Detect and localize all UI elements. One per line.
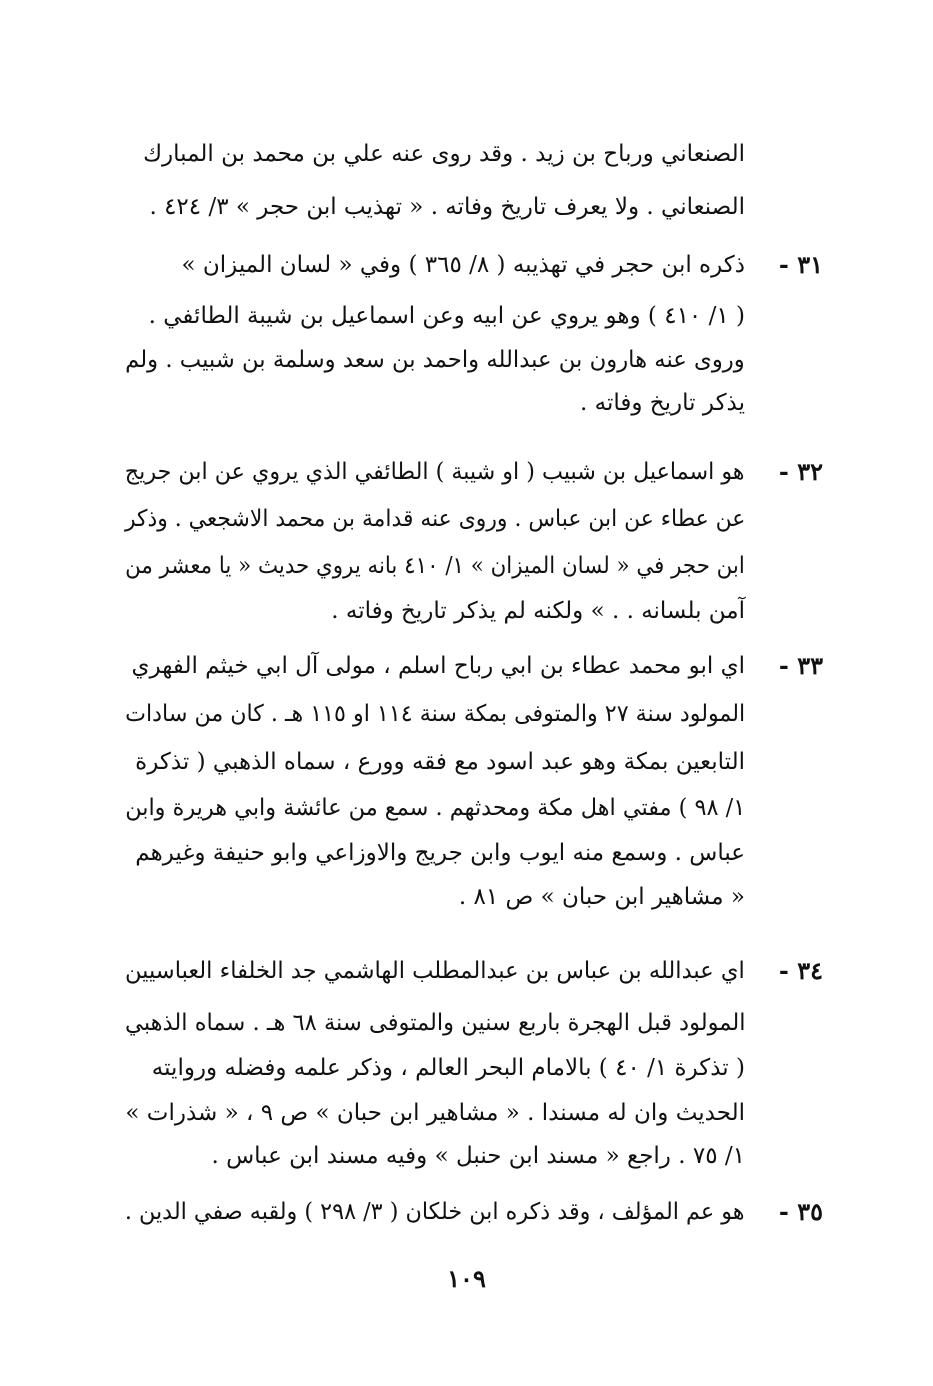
text-line: ( تذكرة ١/ ٤٠ ) بالامام البحر العالم ، وذكر علمه وفضله وروايته bbox=[151, 1055, 745, 1081]
text-line: ١/ ٩٨ ) مفتي اهل مكة ومحدثهم . سمع من عائشة وابي هريرة وابن bbox=[124, 795, 745, 821]
note-number: ٣١ - bbox=[778, 250, 823, 279]
text-line: عباس . وسمع منه ايوب وابن جريج والاوزاعي وابو حنيفة وغيرهم bbox=[135, 840, 745, 866]
text-line: هو عم المؤلف ، وقد ذكره ابن خلكان ( ٣/ ٢٩٨ ) ولقبه صفي الدين . bbox=[125, 1199, 745, 1225]
note-number: ٣٣ - bbox=[778, 651, 823, 680]
text-line: ابن حجر في « لسان الميزان » ١/ ٤١٠ بانه يروي حديث « يا معشر من bbox=[125, 553, 745, 579]
text-line: يذكر تاريخ وفاته . bbox=[580, 390, 745, 416]
text-line: اي ابو محمد عطاء بن ابي رباح اسلم ، مولى آل ابي خيثم الفهري bbox=[131, 653, 745, 679]
text-line: « مشاهير ابن حبان » ص ٨١ . bbox=[458, 884, 745, 910]
text-line: وروى عنه هارون بن عبدالله واحمد بن سعد وسلمة بن شبيب . ولم bbox=[125, 347, 745, 373]
text-line: المولود سنة ٢٧ والمتوفى بمكة سنة ١١٤ او ١١٥ هـ . كان من سادات bbox=[125, 701, 745, 727]
page-number: ١٠٩ bbox=[447, 1264, 486, 1293]
text-line: آمن بلسانه . . » ولكنه لم يذكر تاريخ وفاته . bbox=[331, 598, 745, 624]
text-line: الحديث وان له مسندا . « مشاهير ابن حبان » ص ٩ ، « شذرات » bbox=[125, 1100, 745, 1126]
text-line: هو اسماعيل بن شبيب ( او شيبة ) الطائفي الذي يروي عن ابن جريج bbox=[125, 459, 745, 485]
note-number: ٣٤ - bbox=[778, 956, 823, 985]
text-line: ( ١/ ٤١٠ ) وهو يروي عن ابيه وعن اسماعيل بن شيبة الطائفي . bbox=[148, 303, 745, 329]
text-line: عن عطاء عن ابن عباس . وروى عنه قدامة بن محمد الاشجعي . وذكر bbox=[124, 506, 745, 532]
text-line: الصنعاني . ولا يعرف تاريخ وفاته . « تهذيب ابن حجر » ٣/ ٤٢٤ . bbox=[149, 194, 745, 220]
text-line: اي عبدالله بن عباس بن عبدالمطلب الهاشمي جد الخلفاء العباسيين bbox=[125, 958, 745, 984]
text-line: التابعين بمكة وهو عبد اسود مع فقه وورع ، سماه الذهبي ( تذكرة bbox=[135, 749, 745, 775]
text-line: الصنعاني ورباح بن زيد . وقد روى عنه علي بن محمد بن المبارك bbox=[143, 141, 745, 167]
text-line: ذكره ابن حجر في تهذيبه ( ٨/ ٣٦٥ ) وفي « لسان الميزان » bbox=[181, 252, 745, 278]
text-line: المولود قبل الهجرة باربع سنين والمتوفى سنة ٦٨ هـ . سماه الذهبي bbox=[124, 1010, 745, 1036]
note-number: ٣٥ - bbox=[778, 1197, 823, 1226]
text-line: ١/ ٧٥ . راجع « مسند ابن حنبل » وفيه مسند ابن عباس . bbox=[211, 1143, 745, 1169]
note-number: ٣٢ - bbox=[778, 457, 823, 486]
